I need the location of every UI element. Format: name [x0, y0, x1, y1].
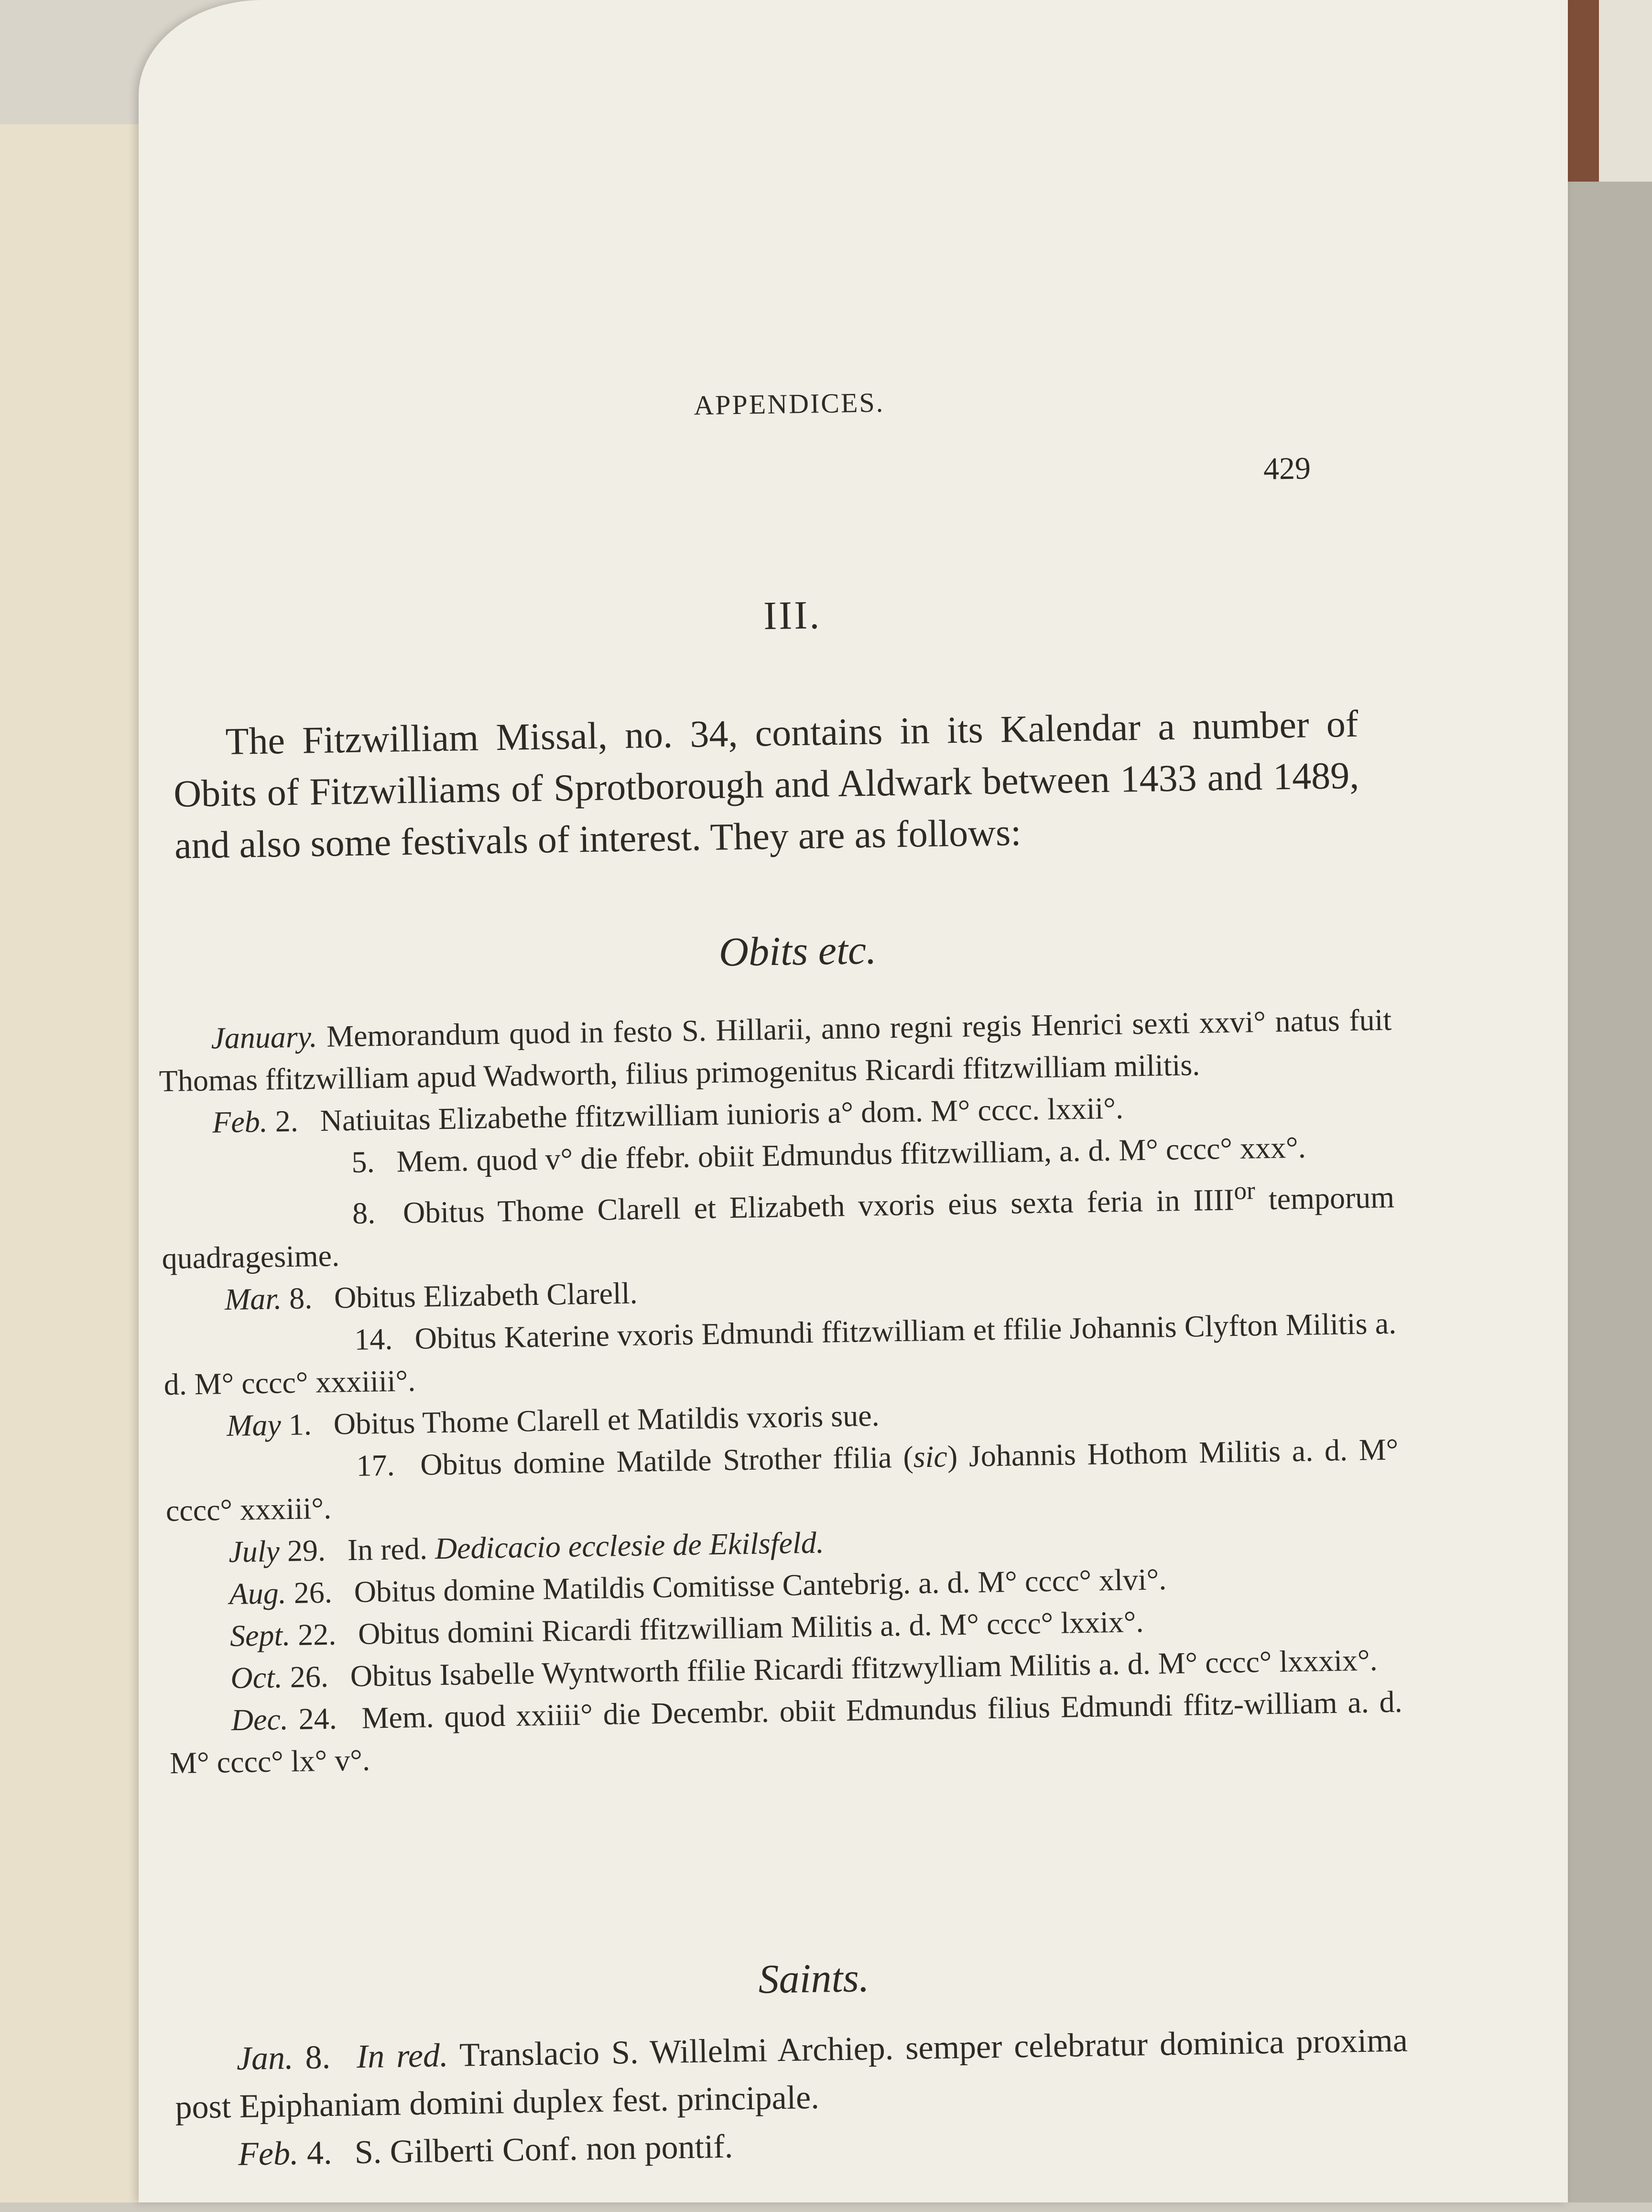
entry-day: 1.: [288, 1407, 312, 1442]
entry-text-continued: temporum quadragesime.: [162, 1180, 1395, 1276]
book-page: [139, 0, 1568, 2202]
entry-text: In red.: [347, 1531, 435, 1567]
entry-text: Natiuitas Elizabethe ffitzwilliam iunioris a° dom. M° cccc. lxxii°.: [320, 1091, 1124, 1138]
entry-day: 26.: [290, 1659, 329, 1694]
entry-day: 29.: [287, 1533, 326, 1568]
entry-date-label: January.: [210, 1019, 318, 1055]
entry-text: Obitus domini Ricardi ffitzwilliam Militis a. d. M° cccc° lxxix°.: [358, 1605, 1144, 1651]
entry-date-label: May: [226, 1408, 282, 1443]
saints-list: [174, 2017, 1409, 2179]
section-number: III.: [763, 593, 822, 639]
entry-text-continued: ) Johannis Hothom Militis a. d. M° cccc° xxxiii°.: [165, 1432, 1399, 1528]
entry-text: Obitus Thome Clarell et Elizabeth vxoris eius sexta feria in IIII: [402, 1182, 1235, 1230]
entry-date-label: Feb.: [212, 1104, 268, 1139]
entry-text: Obitus domine Matilde Strother ffilia (: [420, 1440, 914, 1482]
entry-day: 8.: [304, 2039, 331, 2076]
entry-day: 8.: [289, 1281, 313, 1316]
entry-date-label: July: [228, 1534, 280, 1569]
entry-text: Obitus domine Matildis Comitisse Cantebrig. a. d. M° cccc° xlvi°.: [354, 1562, 1167, 1609]
entry-date-label: Jan.: [236, 2039, 294, 2077]
entry-day: 4.: [306, 2134, 333, 2172]
entry-text: Obitus Isabelle Wyntworth ffilie Ricardi ffitzwylliam Militis a. d. M° cccc° lxxxix°.: [350, 1643, 1378, 1693]
entry-day: 2.: [275, 1104, 299, 1139]
entry-text: S. Gilberti Conf. non pontif.: [354, 2128, 733, 2171]
entry-italic-text: Dedicacio ecclesie de Ekilsfeld.: [435, 1525, 825, 1566]
entry-date-label: Dec.: [231, 1702, 289, 1737]
entry-date-label: Aug.: [229, 1576, 287, 1611]
entry-day: 24.: [298, 1701, 337, 1736]
obits-list: [158, 999, 1403, 1785]
saint-entry-jan-8: [174, 2017, 1409, 2132]
entry-date-label: Feb.: [238, 2135, 299, 2173]
entry-day: 17.: [356, 1448, 395, 1483]
page-number: 429: [1263, 451, 1311, 487]
saints-heading: Saints.: [758, 1954, 870, 2002]
entry-italic-text: sic: [913, 1439, 948, 1474]
table-surface: [1558, 182, 1652, 2202]
intro-paragraph: The Fitzwilliam Missal, no. 34, contains in its Kalendar a number of Obits of Fitzwilliams of Sprotborough and Aldwark between 1433 and 1489, and also some festivals of interest. They are as follows:: [173, 703, 1359, 867]
obits-heading: Obits etc.: [718, 926, 877, 975]
entry-date-label: Sept.: [229, 1618, 291, 1653]
entry-text: Obitus Katerine vxoris Edmundi ffitzwilliam et ffilie Johannis Clyfton Militis a. d. M° cccc° xxxiiii°.: [163, 1306, 1397, 1402]
entry-text: Obitus Thome Clarell et Matildis vxoris sue.: [333, 1398, 880, 1441]
entry-day: 14.: [354, 1322, 393, 1357]
entry-text: Memorandum quod in festo S. Hillarii, anno regni regis Henrici sexti xxvi° natus fuit Thomas ffitzwilliam apud Wadworth, filius primogenitus Ricardi ffitzwilliam militis.: [159, 1002, 1392, 1098]
entry-date-label: Oct.: [230, 1660, 283, 1695]
entry-text: Mem. quod xxiiii° die Decembr. obiit Edmundus filius Edmundi ffitz-william a. d. M° cccc° lx° v°.: [169, 1684, 1403, 1780]
entry-day: 8.: [352, 1196, 376, 1231]
page-content: [142, 0, 1458, 2212]
entry-text: Obitus Elizabeth Clarell.: [334, 1276, 638, 1315]
facing-page-edge: [0, 124, 158, 2202]
entry-superscript: or: [1233, 1176, 1256, 1205]
entry-italic-text: In red.: [356, 2037, 449, 2075]
entry-day: 5.: [351, 1145, 375, 1179]
entry-text: Mem. quod v° die ffebr. obiit Edmundus ffitzwilliam, a. d. M° cccc° xxx°.: [396, 1130, 1306, 1179]
entry-day: 26.: [293, 1575, 333, 1610]
entry-day: 22.: [297, 1617, 337, 1652]
running-head: APPENDICES.: [693, 387, 885, 421]
entry-text: Translacio S. Willelmi Archiep. semper celebratur dominica proxima post Epiphaniam domini duplex fest. principale.: [174, 2022, 1408, 2126]
entry-date-label: Mar.: [224, 1281, 282, 1317]
